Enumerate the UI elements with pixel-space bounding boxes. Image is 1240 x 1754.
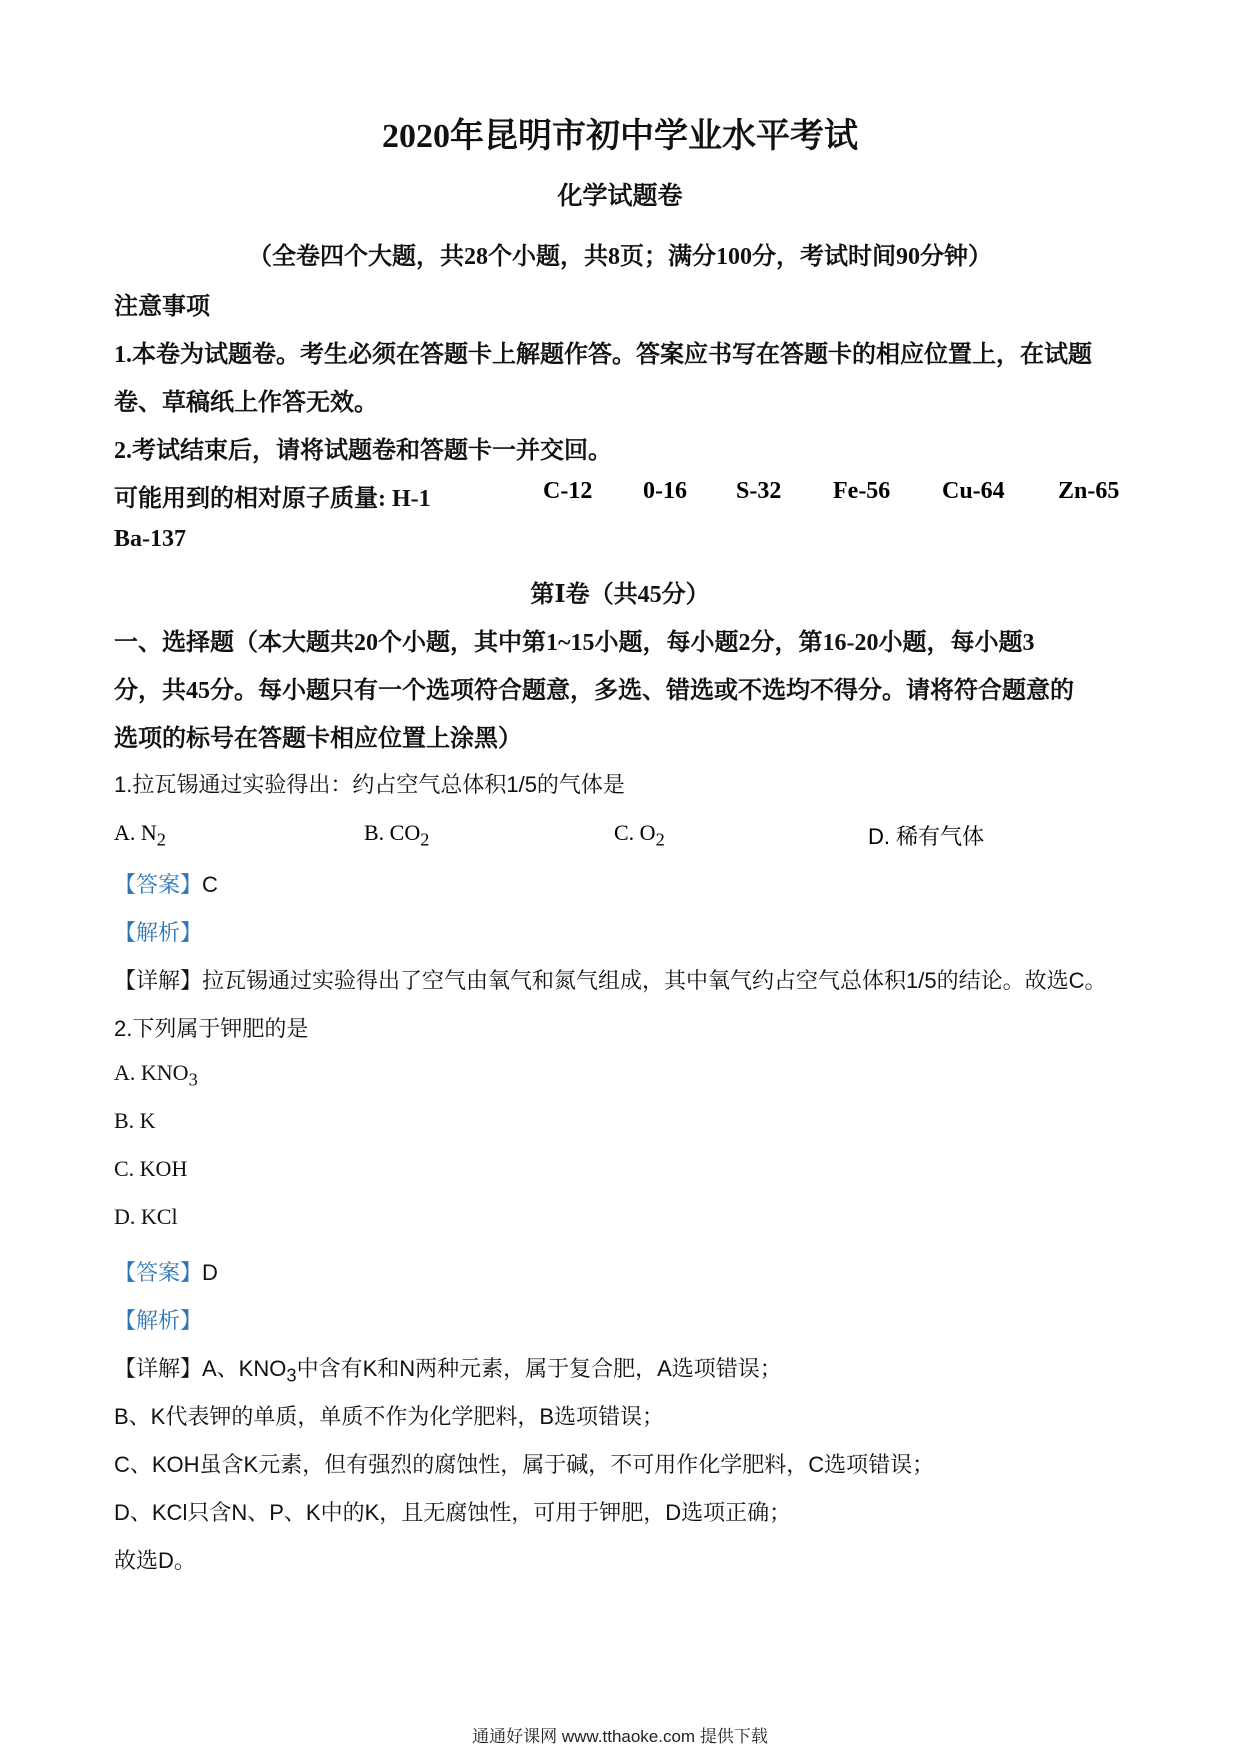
section-instructions-line-3: 选项的标号在答题卡相应位置上涂黑）	[114, 726, 522, 752]
question-1-answer: 【答案】C	[114, 872, 218, 897]
atomic-mass-item: S-32	[736, 478, 782, 504]
notice-heading: 注意事项	[114, 294, 210, 320]
page-footer: 通通好课网 www.tthaoke.com 提供下载	[472, 1727, 768, 1746]
atomic-mass-item: Fe-56	[833, 478, 891, 504]
exam-subtitle: 化学试题卷	[557, 183, 683, 210]
question-1-option-d: D. 稀有气体	[868, 824, 985, 849]
question-2-answer: 【答案】D	[114, 1260, 218, 1285]
atomic-mass-last: Ba-137	[114, 526, 186, 552]
question-1-option-a: A. $N_2$	[114, 820, 166, 850]
question-1-option-b: B. $CO_2$	[364, 820, 430, 850]
question-1-analysis-label: 【解析】	[114, 920, 203, 945]
notice-item-1-line-2: 卷、草稿纸上作答无效。	[114, 390, 378, 416]
part-heading: 第Ⅰ卷（共45分）	[530, 582, 710, 608]
question-1-detail: 【详解】拉瓦锡通过实验得出了空气由氧气和氮气组成，其中氧气约占空气总体积1/5的结论。故选C。	[114, 968, 1107, 993]
question-2-detail-c: C、KOH虽含K元素，但有强烈的腐蚀性，属于碱，不可用作化学肥料，C选项错误；	[114, 1452, 935, 1477]
question-2-analysis-label: 【解析】	[114, 1308, 203, 1333]
atomic-mass-label: 可能用到的相对原子质量: H-1	[114, 486, 431, 512]
exam-title: 2020年昆明市初中学业水平考试	[382, 118, 858, 155]
question-2-stem: 2.下列属于钾肥的是	[114, 1016, 309, 1041]
question-2-detail-b: B、K代表钾的单质，单质不作为化学肥料，B选项错误；	[114, 1404, 665, 1429]
question-2-detail-a: 【详解】A、$KNO_3$中含有K和N两种元素，属于复合肥，A选项错误；	[114, 1356, 782, 1386]
question-2-option-d: D. KCl	[114, 1204, 178, 1229]
question-2-option-c: C. KOH	[114, 1156, 188, 1181]
atomic-mass-item: C-12	[543, 478, 593, 504]
question-2-conclusion: 故选D。	[114, 1548, 196, 1573]
atomic-mass-item: 0-16	[643, 478, 687, 504]
notice-item-2: 2.考试结束后，请将试题卷和答题卡一并交回。	[114, 438, 612, 464]
section-instructions-line-2: 分，共45分。每小题只有一个选项符合题意，多选、错选或不选均不得分。请将符合题意的	[114, 678, 1074, 704]
question-2-option-b: B. K	[114, 1108, 156, 1133]
notice-item-1-line-1: 1.本卷为试题卷。考生必须在答题卡上解题作答。答案应书写在答题卡的相应位置上，在试题	[114, 342, 1092, 368]
exam-info: （全卷四个大题，共28个小题，共8页；满分100分，考试时间90分钟）	[248, 244, 992, 270]
question-1-option-c: C. $O_2$	[614, 820, 665, 850]
atomic-mass-item: Cu-64	[942, 478, 1005, 504]
question-2-option-a: A. $KNO_3$	[114, 1060, 198, 1090]
question-2-detail-d: D、KCl只含N、P、K中的K，且无腐蚀性，可用于钾肥，D选项正确；	[114, 1500, 792, 1525]
atomic-mass-item: Zn-65	[1058, 478, 1120, 504]
question-1-stem: 1.拉瓦锡通过实验得出：约占空气总体积1/5的气体是	[114, 772, 625, 797]
section-instructions-line-1: 一、选择题（本大题共20个小题，其中第1~15小题，每小题2分，第16-20小题，每小题3	[114, 630, 1035, 656]
